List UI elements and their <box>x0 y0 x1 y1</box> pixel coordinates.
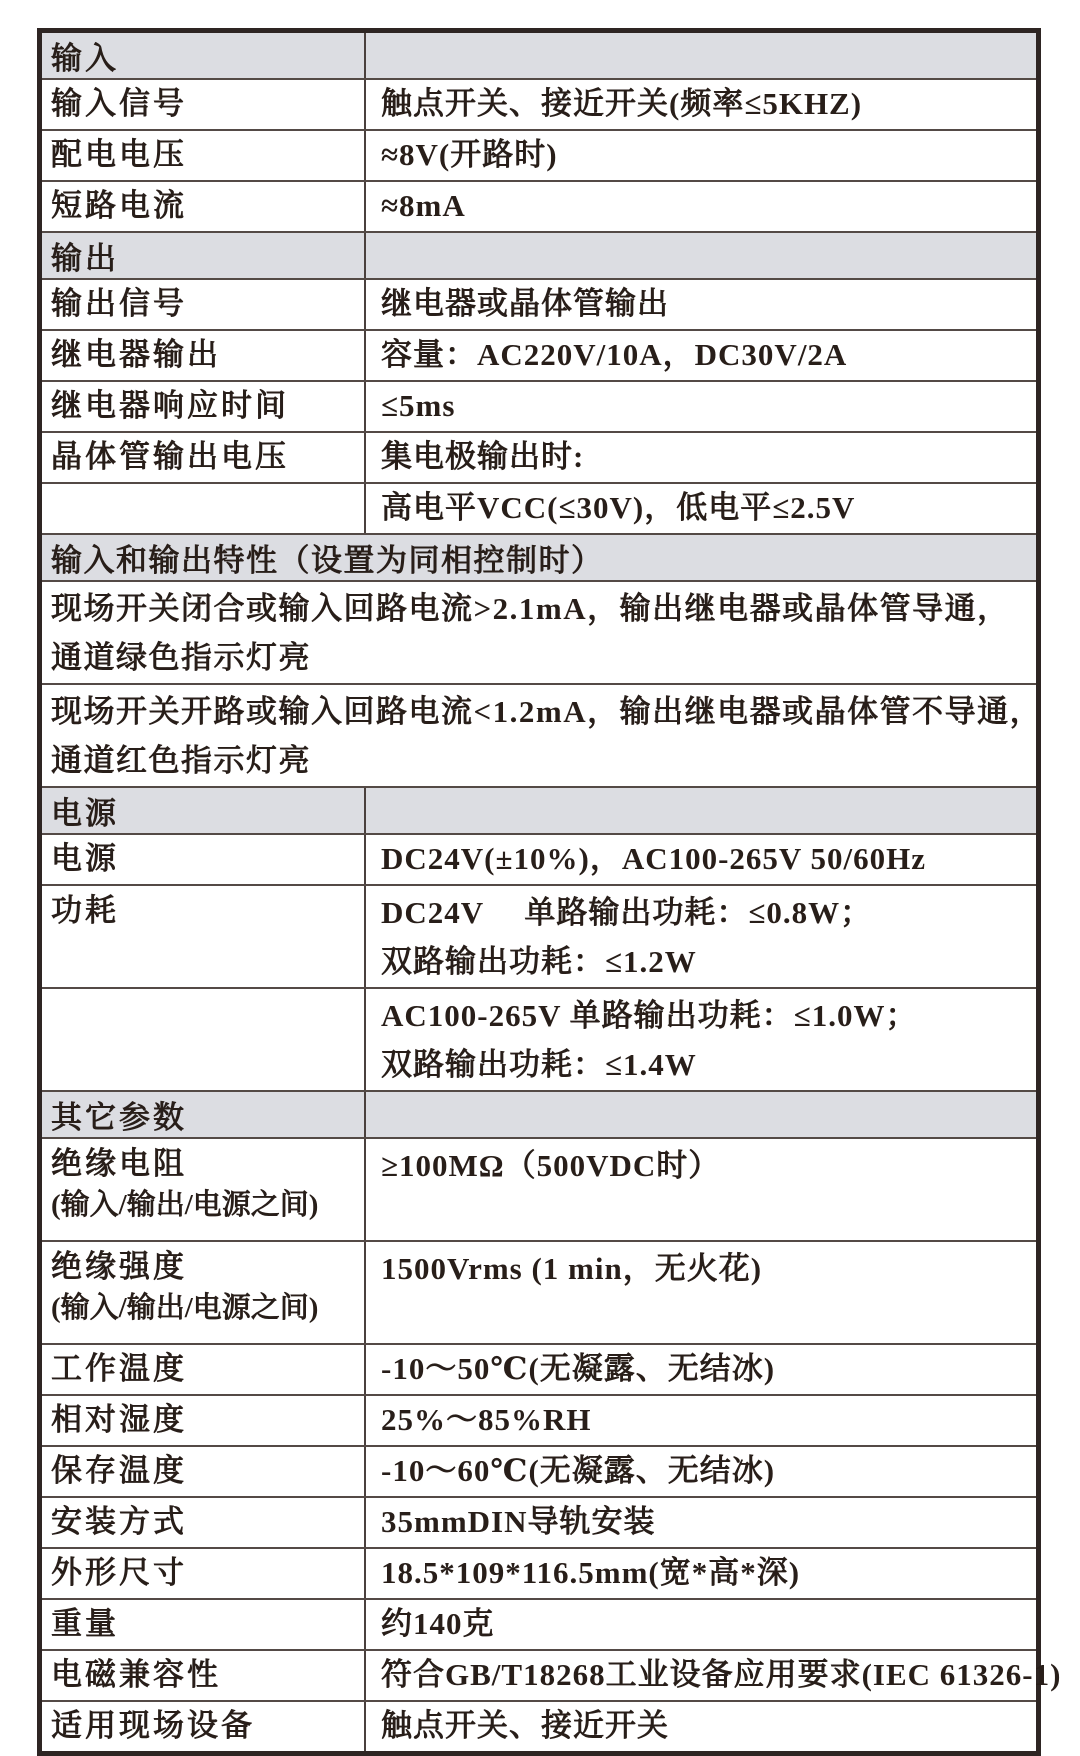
spec-row <box>42 833 1036 884</box>
spec-value-cell <box>366 131 1036 180</box>
spec-name: 外形尺寸 <box>51 1555 187 1591</box>
spec-row <box>42 180 1036 231</box>
spec-name-cell <box>42 886 366 987</box>
spec-name-cell <box>42 131 366 180</box>
section-header-row <box>42 33 1036 78</box>
spec-row <box>42 1445 1036 1496</box>
spec-row <box>42 1598 1036 1649</box>
spec-row <box>42 1649 1062 1700</box>
spec-value-line: ≈8mA <box>381 188 466 224</box>
spec-name: 输出信号 <box>51 286 187 322</box>
spec-value-cell <box>366 280 1036 329</box>
spec-value-cell <box>366 1702 1036 1751</box>
note-text-cell <box>42 685 1048 786</box>
spec-note-row <box>42 683 1043 786</box>
spec-name: 适用现场设备 <box>51 1708 255 1744</box>
spec-row <box>42 78 1036 129</box>
spec-value-cell <box>366 382 1036 431</box>
section-header-row-merged <box>42 533 1036 580</box>
spec-value-cell <box>366 1447 1036 1496</box>
spec-value-line: AC100-265V 单路输出功耗：≤1.0W； <box>381 998 918 1033</box>
section-title: 电源 <box>42 788 366 833</box>
spec-name-qualifier: (输入/输出/电源之间) <box>51 1292 319 1325</box>
spec-value-cell <box>366 484 1036 533</box>
section-spacer-cell <box>366 788 1036 833</box>
spec-row <box>42 482 1036 533</box>
spec-value-line: 符合GB/T18268工业设备应用要求(IEC 61326-1) <box>381 1657 1062 1693</box>
spec-name-cell <box>42 835 366 884</box>
spec-name-cell <box>42 1651 366 1700</box>
section-spacer-cell <box>366 1092 1036 1137</box>
spec-name-cell <box>42 280 366 329</box>
spec-name: 工作温度 <box>51 1351 187 1387</box>
spec-name: 配电电压 <box>51 137 187 173</box>
section-title: 输入和输出特性（设置为同相控制时） <box>42 535 1036 580</box>
spec-value-line: 触点开关、接近开关(频率≤5KHZ) <box>381 86 863 122</box>
spec-name-cell <box>42 331 366 380</box>
spec-name: 晶体管输出电压 <box>51 439 289 475</box>
spec-row <box>42 1394 1036 1445</box>
spec-name: 相对湿度 <box>51 1402 187 1438</box>
spec-value-cell <box>366 80 1036 129</box>
section-spacer-cell <box>366 33 1036 78</box>
spec-value-cell <box>366 1498 1036 1547</box>
section-header-row <box>42 231 1036 278</box>
spec-name: 安装方式 <box>51 1504 187 1540</box>
spec-value-cell <box>366 1139 1036 1240</box>
spec-row <box>42 129 1036 180</box>
spec-value-cell <box>366 1345 1036 1394</box>
spec-name: 绝缘强度 <box>51 1249 187 1284</box>
spec-value-cell <box>366 835 1036 884</box>
note-line: 现场开关开路或输入回路电流<1.2mA，输出继电器或晶体管不导通， <box>51 693 1043 729</box>
spec-value-line: ≤5ms <box>381 388 456 424</box>
spec-value-line: 集电极输出时: <box>381 439 585 475</box>
spec-value-line: 双路输出功耗：≤1.4W <box>381 1047 697 1082</box>
spec-name-cell <box>42 182 366 231</box>
spec-value-line: -10～50℃(无凝露、无结冰) <box>381 1351 776 1387</box>
spec-row <box>42 431 1036 482</box>
spec-value-cell <box>366 886 1036 987</box>
spec-value-line: 高电平VCC(≤30V)，低电平≤2.5V <box>381 490 856 526</box>
section-spacer-cell <box>366 233 1036 278</box>
spec-value-line: 触点开关、接近开关 <box>381 1708 669 1744</box>
spec-name: 继电器输出 <box>51 337 221 373</box>
spec-name: 电磁兼容性 <box>51 1657 221 1693</box>
spec-name: 继电器响应时间 <box>51 388 289 424</box>
spec-value-cell <box>366 182 1036 231</box>
spec-name: 电源 <box>51 841 119 877</box>
spec-value-line: 1500Vrms (1 min，无火花) <box>381 1251 763 1286</box>
spec-row <box>42 278 1036 329</box>
spec-row <box>42 329 1036 380</box>
spec-name-cell <box>42 1242 366 1343</box>
note-text-cell <box>42 582 1036 683</box>
section-title: 输出 <box>42 233 366 278</box>
spec-value-line: DC24V 单路输出功耗：≤0.8W； <box>381 895 873 930</box>
spec-value-cell <box>366 1549 1036 1598</box>
spec-row <box>42 987 1036 1090</box>
spec-value-line: 35mmDIN导轨安装 <box>381 1504 656 1540</box>
spec-name-cell <box>42 1498 366 1547</box>
spec-table <box>37 28 1062 1756</box>
spec-row <box>42 1700 1036 1751</box>
spec-value-cell <box>366 1651 1067 1700</box>
spec-name-cell <box>42 1549 366 1598</box>
spec-value-line: -10～60℃(无凝露、无结冰) <box>381 1453 776 1489</box>
spec-row <box>42 1343 1036 1394</box>
section-header-row <box>42 786 1036 833</box>
spec-value-line: 25%～85%RH <box>381 1402 592 1438</box>
spec-name: 绝缘电阻 <box>51 1146 187 1181</box>
spec-row <box>42 1496 1036 1547</box>
spec-value-cell <box>366 1242 1036 1343</box>
spec-row <box>42 1547 1036 1598</box>
spec-value-cell <box>366 1600 1036 1649</box>
note-line: 通道绿色指示灯亮 <box>51 639 311 675</box>
section-header-row <box>42 1090 1036 1137</box>
spec-row <box>42 380 1036 431</box>
spec-row <box>42 1137 1036 1240</box>
section-title: 输入 <box>42 33 366 78</box>
spec-name-cell <box>42 1139 366 1240</box>
spec-value-line: 约140克 <box>381 1606 495 1642</box>
spec-name: 输入信号 <box>51 86 187 122</box>
spec-name: 保存温度 <box>51 1453 187 1489</box>
spec-name-cell <box>42 433 366 482</box>
spec-value-line: ≈8V(开路时) <box>381 137 558 173</box>
spec-value-cell <box>366 1396 1036 1445</box>
spec-name-cell <box>42 382 366 431</box>
section-title: 其它参数 <box>42 1092 366 1137</box>
spec-value-cell <box>366 331 1036 380</box>
spec-row <box>42 1240 1036 1343</box>
spec-value-line: 双路输出功耗：≤1.2W <box>381 944 697 979</box>
spec-note-row <box>42 580 1036 683</box>
spec-value-line: 继电器或晶体管输出 <box>381 286 669 322</box>
spec-name-cell <box>42 989 366 1090</box>
spec-name-cell <box>42 1702 366 1751</box>
spec-name-qualifier: (输入/输出/电源之间) <box>51 1189 319 1222</box>
spec-name-cell <box>42 80 366 129</box>
spec-value-cell <box>366 433 1036 482</box>
spec-name-cell <box>42 1447 366 1496</box>
spec-value-cell <box>366 989 1036 1090</box>
note-line: 通道红色指示灯亮 <box>51 742 311 778</box>
spec-name: 短路电流 <box>51 188 187 224</box>
spec-name-cell <box>42 1396 366 1445</box>
spec-name: 重量 <box>51 1606 119 1642</box>
spec-value-line: 18.5*109*116.5mm(宽*高*深) <box>381 1555 801 1591</box>
spec-row <box>42 884 1036 987</box>
spec-value-line: 容量：AC220V/10A，DC30V/2A <box>381 337 848 373</box>
spec-value-line: DC24V(±10%)，AC100-265V 50/60Hz <box>381 841 926 877</box>
spec-name-cell <box>42 1600 366 1649</box>
spec-name-cell <box>42 1345 366 1394</box>
spec-value-line: ≥100MΩ（500VDC时） <box>381 1148 721 1183</box>
spec-name: 功耗 <box>51 893 119 928</box>
note-line: 现场开关闭合或输入回路电流>2.1mA，输出继电器或晶体管导通， <box>51 590 1010 626</box>
spec-name-cell <box>42 484 366 533</box>
